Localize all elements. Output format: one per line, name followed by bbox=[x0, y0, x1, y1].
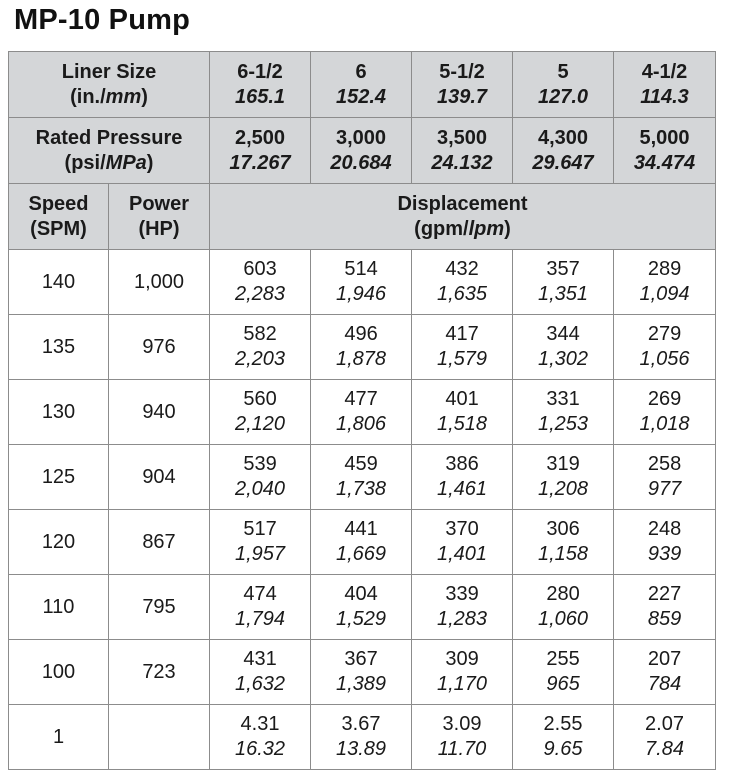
lpm-value: 1,056 bbox=[639, 348, 690, 370]
gpm-value: 459 bbox=[344, 453, 378, 475]
lpm-value: 1,529 bbox=[335, 608, 387, 630]
power-cell bbox=[109, 705, 210, 770]
displacement-cell bbox=[412, 315, 513, 380]
gpm-value: 431 bbox=[243, 648, 277, 670]
gpm-value: 306 bbox=[546, 518, 580, 540]
lpm-value: 1,170 bbox=[436, 673, 488, 695]
lpm-value: 1,351 bbox=[537, 283, 589, 305]
lpm-value: 1,635 bbox=[436, 283, 488, 305]
pressure-cell: 4,300 29.647 bbox=[513, 118, 614, 184]
gpm-value: 441 bbox=[344, 518, 378, 540]
table-row bbox=[9, 445, 716, 510]
lpm-value: 1,208 bbox=[537, 478, 589, 500]
gpm-value: 309 bbox=[445, 648, 479, 670]
table-row bbox=[9, 575, 716, 640]
gpm-value: 207 bbox=[647, 648, 682, 670]
displacement-cell bbox=[614, 705, 716, 770]
pressure-cell: 2,500 17.267 bbox=[210, 118, 311, 184]
displacement-cell bbox=[311, 315, 412, 380]
lpm-value: 1,283 bbox=[436, 608, 488, 630]
lpm-value: 859 bbox=[647, 608, 682, 630]
gpm-value: 417 bbox=[445, 323, 479, 345]
lpm-value: 2,203 bbox=[234, 348, 286, 370]
table-row bbox=[9, 640, 716, 705]
displacement-cell bbox=[412, 575, 513, 640]
liner-cell: 5 127.0 bbox=[513, 52, 614, 118]
gpm-value: 3.09 bbox=[442, 713, 482, 735]
gpm-value: 514 bbox=[344, 258, 378, 280]
displacement-cell bbox=[513, 705, 614, 770]
table-row bbox=[9, 705, 716, 770]
lpm-value: 1,946 bbox=[335, 283, 387, 305]
displacement-cell bbox=[210, 445, 311, 510]
lpm-value: 1,518 bbox=[436, 413, 488, 435]
speed-cell: 120 bbox=[9, 510, 109, 575]
gpm-value: 404 bbox=[344, 583, 378, 605]
table-row bbox=[9, 380, 716, 445]
displacement-cell bbox=[614, 575, 716, 640]
speed-cell: 135 bbox=[9, 315, 109, 380]
power-cell: 867 bbox=[109, 510, 210, 575]
lpm-value: 939 bbox=[647, 543, 682, 565]
gpm-value: 258 bbox=[647, 453, 682, 475]
lpm-value: 1,389 bbox=[335, 673, 387, 695]
liner-cell: 4-1/2 114.3 bbox=[614, 52, 716, 118]
displacement-cell bbox=[311, 640, 412, 705]
pressure-cell: 3,000 20.684 bbox=[311, 118, 412, 184]
displacement-cell bbox=[311, 445, 412, 510]
displacement-cell bbox=[210, 250, 311, 315]
displacement-cell bbox=[210, 315, 311, 380]
gpm-value: 357 bbox=[546, 258, 580, 280]
displacement-cell bbox=[311, 575, 412, 640]
gpm-value: 367 bbox=[344, 648, 378, 670]
speed-cell: 125 bbox=[9, 445, 109, 510]
liner-cell: 6 152.4 bbox=[311, 52, 412, 118]
gpm-value: 2.55 bbox=[543, 713, 583, 735]
lpm-value: 965 bbox=[546, 673, 580, 695]
liner-size-label-cell bbox=[9, 52, 210, 118]
rated-pressure-row bbox=[9, 118, 716, 184]
displacement-cell bbox=[210, 575, 311, 640]
liner-size-row bbox=[9, 52, 716, 118]
displacement-cell bbox=[614, 445, 716, 510]
displacement-cell bbox=[513, 380, 614, 445]
pressure-cell: 5,000 34.474 bbox=[614, 118, 716, 184]
liner-size-label: Liner Size bbox=[61, 60, 157, 83]
lpm-value: 1,158 bbox=[537, 543, 589, 565]
displacement-cell bbox=[614, 380, 716, 445]
power-cell: 976 bbox=[109, 315, 210, 380]
displacement-cell bbox=[513, 315, 614, 380]
lpm-value: 977 bbox=[647, 478, 682, 500]
displacement-cell bbox=[513, 445, 614, 510]
lpm-value: 7.84 bbox=[645, 738, 684, 760]
lpm-value: 1,302 bbox=[537, 348, 589, 370]
power-cell: 795 bbox=[109, 575, 210, 640]
speed-cell: 140 bbox=[9, 250, 109, 315]
table-row bbox=[9, 250, 716, 315]
lpm-value: 784 bbox=[647, 673, 682, 695]
gpm-value: 331 bbox=[546, 388, 580, 410]
displacement-cell bbox=[412, 705, 513, 770]
lpm-value: 1,579 bbox=[436, 348, 488, 370]
lpm-value: 11.70 bbox=[437, 738, 487, 760]
gpm-value: 582 bbox=[243, 323, 277, 345]
gpm-value: 227 bbox=[647, 583, 682, 605]
lpm-value: 1,794 bbox=[234, 608, 286, 630]
gpm-value: 370 bbox=[445, 518, 479, 540]
liner-cell: 5-1/2 139.7 bbox=[412, 52, 513, 118]
lpm-value: 2,283 bbox=[234, 283, 286, 305]
lpm-value: 9.65 bbox=[543, 738, 583, 760]
gpm-value: 474 bbox=[243, 583, 277, 605]
power-header: Power (HP) bbox=[109, 184, 210, 250]
lpm-value: 1,806 bbox=[335, 413, 387, 435]
power-cell: 1,000 bbox=[109, 250, 210, 315]
lpm-value: 1,094 bbox=[639, 283, 690, 305]
rated-pressure-label: Rated Pressure bbox=[35, 126, 183, 149]
power-cell: 940 bbox=[109, 380, 210, 445]
rated-pressure-unit: (psi/MPa) bbox=[64, 151, 154, 174]
gpm-value: 560 bbox=[243, 388, 277, 410]
displacement-cell bbox=[210, 380, 311, 445]
gpm-value: 344 bbox=[546, 323, 580, 345]
table-row bbox=[9, 315, 716, 380]
displacement-cell bbox=[210, 705, 311, 770]
displacement-cell bbox=[412, 445, 513, 510]
displacement-cell bbox=[513, 250, 614, 315]
lpm-value: 1,669 bbox=[335, 543, 387, 565]
gpm-value: 248 bbox=[647, 518, 682, 540]
displacement-cell bbox=[412, 640, 513, 705]
displacement-cell bbox=[210, 510, 311, 575]
gpm-value: 4.31 bbox=[240, 713, 280, 735]
gpm-value: 539 bbox=[243, 453, 277, 475]
gpm-value: 496 bbox=[344, 323, 378, 345]
gpm-value: 401 bbox=[445, 388, 479, 410]
liner-cell: 6-1/2 165.1 bbox=[210, 52, 311, 118]
lpm-value: 1,253 bbox=[537, 413, 589, 435]
lpm-value: 1,738 bbox=[335, 478, 387, 500]
pump-spec-table bbox=[8, 51, 716, 770]
lpm-value: 1,401 bbox=[436, 543, 488, 565]
displacement-cell bbox=[210, 640, 311, 705]
gpm-value: 319 bbox=[546, 453, 580, 475]
gpm-value: 477 bbox=[344, 388, 378, 410]
displacement-cell bbox=[513, 575, 614, 640]
rated-pressure-label-cell bbox=[9, 118, 210, 184]
gpm-value: 339 bbox=[445, 583, 479, 605]
pressure-cell: 3,500 24.132 bbox=[412, 118, 513, 184]
displacement-cell bbox=[513, 640, 614, 705]
gpm-value: 280 bbox=[546, 583, 580, 605]
displacement-cell bbox=[412, 510, 513, 575]
gpm-value: 2.07 bbox=[645, 713, 684, 735]
lpm-value: 13.89 bbox=[335, 738, 387, 760]
gpm-value: 289 bbox=[647, 258, 682, 280]
speed-cell: 1 bbox=[9, 705, 109, 770]
lpm-value: 2,120 bbox=[234, 413, 286, 435]
gpm-value: 432 bbox=[445, 258, 479, 280]
gpm-value: 603 bbox=[243, 258, 277, 280]
gpm-value: 386 bbox=[445, 453, 479, 475]
column-header-row bbox=[9, 184, 716, 250]
speed-cell: 100 bbox=[9, 640, 109, 705]
table-row bbox=[9, 510, 716, 575]
displacement-cell bbox=[614, 250, 716, 315]
displacement-cell bbox=[311, 250, 412, 315]
displacement-cell bbox=[614, 510, 716, 575]
speed-header: Speed (SPM) bbox=[9, 184, 109, 250]
speed-cell: 110 bbox=[9, 575, 109, 640]
displacement-cell bbox=[311, 380, 412, 445]
lpm-value: 1,018 bbox=[639, 413, 690, 435]
displacement-header: Displacement (gpm/lpm) bbox=[210, 184, 716, 250]
displacement-cell bbox=[311, 510, 412, 575]
speed-cell: 130 bbox=[9, 380, 109, 445]
displacement-cell bbox=[412, 380, 513, 445]
power-cell: 904 bbox=[109, 445, 210, 510]
gpm-value: 279 bbox=[647, 323, 682, 345]
lpm-value: 1,878 bbox=[335, 348, 387, 370]
displacement-cell bbox=[614, 640, 716, 705]
power-cell: 723 bbox=[109, 640, 210, 705]
page-title: MP-10 Pump bbox=[14, 4, 191, 36]
lpm-value: 1,060 bbox=[537, 608, 589, 630]
displacement-cell bbox=[311, 705, 412, 770]
liner-size-unit: (in./mm) bbox=[70, 85, 148, 108]
displacement-cell bbox=[513, 510, 614, 575]
lpm-value: 1,461 bbox=[436, 478, 488, 500]
gpm-value: 517 bbox=[243, 518, 277, 540]
lpm-value: 1,632 bbox=[234, 673, 286, 695]
lpm-value: 2,040 bbox=[234, 478, 286, 500]
lpm-value: 16.32 bbox=[234, 738, 286, 760]
gpm-value: 3.67 bbox=[341, 713, 381, 735]
displacement-cell bbox=[412, 250, 513, 315]
displacement-cell bbox=[614, 315, 716, 380]
lpm-value: 1,957 bbox=[234, 543, 286, 565]
gpm-value: 269 bbox=[647, 388, 682, 410]
gpm-value: 255 bbox=[546, 648, 580, 670]
